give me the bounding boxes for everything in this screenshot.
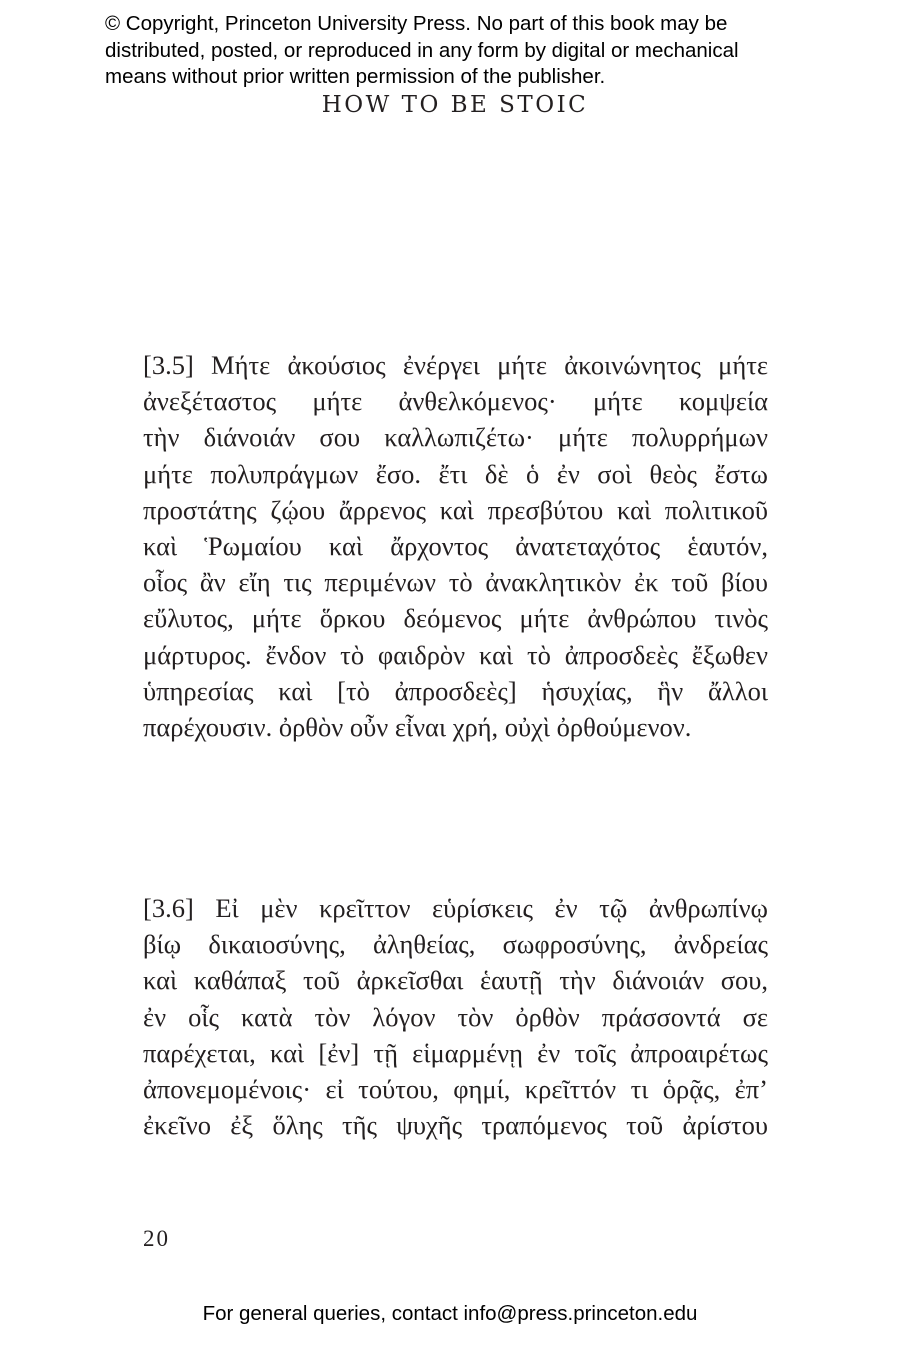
copyright-notice	[105, 11, 825, 91]
text-line: ἀπονεμομένοις· εἰ τούτου, φημί, κρεῖττόν τι ὁρᾷς, ἐπ’	[143, 1074, 768, 1105]
footer-contact: For general queries, contact info@press.princeton.edu	[202, 1302, 698, 1325]
text-line: καὶ καθάπαξ τοῦ ἀρκεῖσθαι ἑαυτῇ τὴν διάνοιάν σου,	[143, 965, 768, 996]
text-line: [3.5] Μήτε ἀκούσιος ἐνέργει μήτε ἀκοινώνητος μήτε	[143, 350, 768, 380]
text-line: παρέχουσιν. ὀρθὸν οὖν εἶναι χρή, οὐχὶ ὀρθούμενον.	[143, 712, 692, 743]
text-line: τὴν διάνοιάν σου καλλωπιζέτω· μήτε πολυρρήμων	[143, 422, 768, 453]
text-line: εὔλυτος, μήτε ὅρκου δεόμενος μήτε ἀνθρώπου τινὸς	[143, 603, 768, 634]
text-line: μήτε πολυπράγμων ἔσο. ἔτι δὲ ὁ ἐν σοὶ θεὸς ἔστω	[143, 458, 768, 489]
text-line: μάρτυρος. ἔνδον τὸ φαιδρὸν καὶ τὸ ἀπροσδεὲς ἔξωθεν	[143, 639, 768, 670]
text-line: ἐν οἷς κατὰ τὸν λόγον τὸν ὀρθὸν πράσσοντά σε	[143, 1001, 768, 1032]
page-number: 20	[143, 1226, 170, 1251]
running-head: HOW TO BE STOIC	[321, 92, 589, 118]
text-line: οἷος ἂν εἴη τις περιμένων τὸ ἀνακλητικὸν ἐκ τοῦ βίου	[143, 567, 768, 598]
text-line: ἐκεῖνο ἐξ ὅλης τῆς ψυχῆς τραπόμενος τοῦ ἀρίστου	[143, 1110, 768, 1141]
text-line: βίῳ δικαιοσύνης, ἀληθείας, σωφροσύνης, ἀνδρείας	[143, 929, 768, 960]
text-line: ὑπηρεσίας καὶ [τὸ ἀπροσδεὲς] ἡσυχίας, ἣν ἄλλοι	[143, 675, 768, 706]
text-line: προστάτης ζῴου ἄρρενος καὶ πρεσβύτου καὶ πολιτικοῦ	[143, 494, 768, 525]
text-line: καὶ Ῥωμαίου καὶ ἄρχοντος ἀνατεταχότος ἑαυτόν,	[143, 531, 768, 562]
text-line: ἀνεξέταστος μήτε ἀνθελκόμενος· μήτε κομψεία	[143, 386, 768, 417]
copyright-line: means without prior written permission of the publisher.	[105, 65, 606, 88]
passage-3-5	[143, 347, 768, 745]
copyright-line: © Copyright, Princeton University Press. No part of this book may be	[105, 12, 728, 35]
text-line: παρέχεται, καὶ [ἐν] τῇ εἱμαρμένῃ ἐν τοῖς ἀπροαιρέτως	[143, 1037, 768, 1068]
copyright-line: distributed, posted, or reproduced in any form by digital or mechanical	[105, 38, 739, 62]
passage-3-6	[143, 890, 768, 1143]
text-line: [3.6] Εἰ μὲν κρεῖττον εὑρίσκεις ἐν τῷ ἀνθρωπίνῳ	[143, 893, 768, 923]
